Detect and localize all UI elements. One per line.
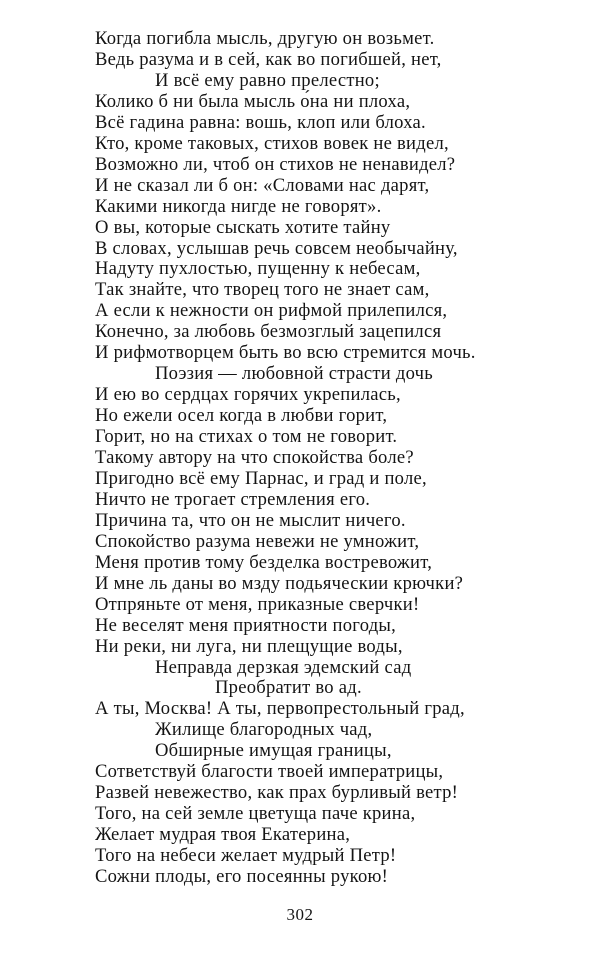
verse-line: И не сказал ли б он: «Словами нас дарят, <box>95 175 430 196</box>
verse-line: Но ежели осел когда в любви горит, <box>95 405 388 426</box>
verse-line: Какими никогда нигде не говорят». <box>95 196 382 217</box>
verse-line: Отпряньте от меня, приказные сверчки! <box>95 594 420 615</box>
verse-line: Горит, но на стихах о том не говорит. <box>95 426 398 447</box>
verse-line: И рифмотворцем быть во всю стремится мочь. <box>95 342 476 363</box>
verse-line: Ничто не трогает стремления его. <box>95 489 371 510</box>
verse-line: Меня против тому безделка востревожит, <box>95 552 433 573</box>
verse-line: Сожни плоды, его посеянны рукою! <box>95 866 389 887</box>
verse-line: Того на небеси желает мудрый Петр! <box>95 845 397 866</box>
verse-line: Жилище благородных чад, <box>155 719 373 740</box>
verse-line: О вы, которые сыскать хотите тайну <box>95 217 391 238</box>
verse-line: Неправда дерзкая эдемский сад <box>155 657 412 678</box>
verse-line: Поэзия — любовной страсти дочь <box>155 363 433 384</box>
verse-line: И ею во сердцах горячих укрепилась, <box>95 384 401 405</box>
verse-line: Всё гадина равна: вошь, клоп или блоха. <box>95 112 426 133</box>
verse-line: И мне ль даны во мзду подьяческии крючки? <box>95 573 464 594</box>
verse-line: Преобратит во ад. <box>215 677 362 698</box>
verse-line: Когда погибла мысль, другую он возьмет. <box>95 28 435 49</box>
verse-line: А ты, Москва! А ты, первопрестольный град, <box>95 698 465 719</box>
verse-line: Возможно ли, чтоб он стихов не ненавидел? <box>95 154 456 175</box>
verse-line: Ни реки, ни луга, ни плещущие воды, <box>95 636 403 657</box>
verse-line: Конечно, за любовь безмозглый зацепился <box>95 321 442 342</box>
verse-line: Развей невежество, как прах бурливый ветр! <box>95 782 459 803</box>
verse-line: Пригодно всё ему Парнас, и град и поле, <box>95 468 427 489</box>
verse-line: Так знайте, что творец того не знает сам, <box>95 279 430 300</box>
verse-line: И всё ему равно прелестно; <box>155 70 380 91</box>
verse-line: В словах, услышав речь совсем необычайну, <box>95 238 458 259</box>
verse-line: Не веселят меня приятности погоды, <box>95 615 397 636</box>
verse-line: Надуту пухлостью, пущенну к небесам, <box>95 258 421 279</box>
verse-line: Спокойство разума невежи не умножит, <box>95 531 420 552</box>
verse-line: Такому автору на что спокойства боле? <box>95 447 414 468</box>
verse-line: Ведь разума и в сей, как во погибшей, нет, <box>95 49 442 70</box>
verse-line: А если к нежности он рифмой прилепился, <box>95 300 448 321</box>
verse-line: Кто, кроме таковых, стихов вовек не видел, <box>95 133 449 154</box>
verse-line: Обширные имущая границы, <box>155 740 392 761</box>
page-number: 302 <box>286 905 314 924</box>
verse-line: Желает мудрая твоя Екатерина, <box>95 824 351 845</box>
verse-line: Колико б ни была мысль о́на ни плоха, <box>95 91 411 112</box>
verse-line: Причина та, что он не мыслит ничего. <box>95 510 406 531</box>
verse-line: Того, на сей земле цветуща паче крина, <box>95 803 416 824</box>
verse-line: Сответствуй благости твоей императрицы, <box>95 761 444 782</box>
